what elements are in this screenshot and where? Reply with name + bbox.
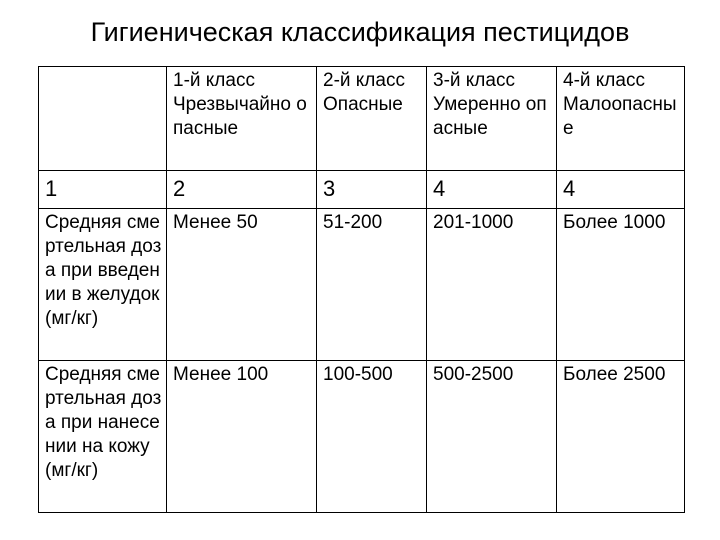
column-number-2: 2	[167, 171, 317, 209]
value-oral-class-3: 201-1000	[427, 209, 557, 361]
value-oral-class-1: Менее 50	[167, 209, 317, 361]
class-2-desc: Опасные	[323, 94, 403, 115]
column-number-1: 1	[39, 171, 167, 209]
class-4-name: 4-й класс	[563, 70, 645, 91]
numbering-row	[39, 171, 685, 209]
value-dermal-class-4: Более 2500	[557, 361, 685, 513]
class-2-name: 2-й класс	[323, 70, 405, 91]
header-class-2	[317, 67, 427, 171]
value-dermal-class-2: 100-500	[317, 361, 427, 513]
header-corner-cell	[39, 67, 167, 171]
column-number-5: 4	[557, 171, 685, 209]
table-row	[39, 209, 685, 361]
row-label-dermal: Средняя смертельная доза при нанесении на кожу (мг/кг)	[39, 361, 167, 513]
column-number-3: 3	[317, 171, 427, 209]
table-header-row	[39, 67, 685, 171]
class-1-desc: Чрезвычайно опасные	[173, 94, 307, 139]
header-class-3	[427, 67, 557, 171]
value-oral-class-4: Более 1000	[557, 209, 685, 361]
table-row	[39, 361, 685, 513]
column-number-4: 4	[427, 171, 557, 209]
class-3-desc: Умеренно опасные	[433, 94, 547, 139]
value-dermal-class-3: 500-2500	[427, 361, 557, 513]
value-dermal-class-1: Менее 100	[167, 361, 317, 513]
header-class-4	[557, 67, 685, 171]
class-1-name: 1-й класс	[173, 70, 255, 91]
row-label-oral: Средняя смертельная доза при введении в желудок (мг/кг)	[39, 209, 167, 361]
pesticide-classification-table	[38, 66, 685, 513]
page-title: Гигиеническая классификация пестицидов	[90, 17, 630, 47]
value-oral-class-2: 51-200	[317, 209, 427, 361]
class-3-name: 3-й класс	[433, 70, 515, 91]
class-4-desc: Малоопасные	[563, 94, 677, 139]
header-class-1	[167, 67, 317, 171]
